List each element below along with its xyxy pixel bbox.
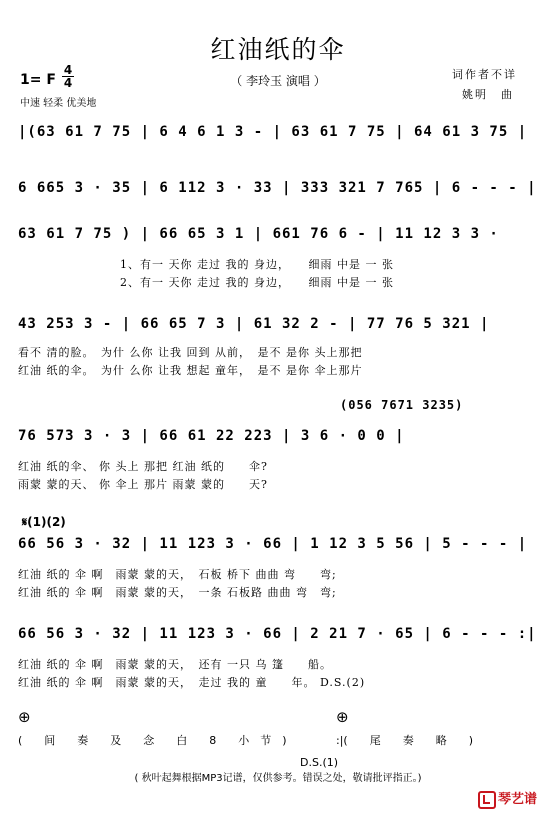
intro-bracket: (056 7671 3235) — [340, 398, 464, 412]
singer: （ 李玲玉 演唱 ） — [230, 74, 326, 88]
key-signature: 1= F — [20, 72, 56, 88]
music-system-2: 6 665 3 · 35 | 6 112 3 · 33 | 333 321 7 765 | 6 - - - | — [18, 180, 537, 196]
music-system-4: 43 253 3 - | 66 65 7 3 | 61 32 2 - | 77 76 5 321 | — [18, 316, 490, 332]
logo-text: 琴艺谱 — [498, 792, 538, 807]
song-title: 红油纸的伞 — [210, 35, 346, 64]
lyrics-line: 雨蒙 蒙的天、 你 伞上 那片 雨蒙 蒙的 天? — [18, 478, 268, 491]
coda-icon: ⊕ — [18, 708, 31, 726]
composer: 姚明 曲 — [462, 88, 514, 101]
site-logo — [478, 788, 537, 809]
interlude-text: ( 间 奏 及 念 白 8 小 节 ) — [18, 734, 287, 747]
lyrics-line: 红油 纸的伞、 你 头上 那把 红油 纸的 伞? — [18, 460, 268, 473]
lyrics-line: 红油 纸的 伞 啊 雨蒙 蒙的天， 一条 石板路 曲曲 弯 弯; — [18, 586, 337, 599]
logo-icon — [478, 791, 496, 809]
transcription-note: ( 秋叶起舞根据MP3记谱，仅供参考。错误之处，敬请批评指正。) — [134, 773, 422, 784]
music-system-7: 66 56 3 · 32 | 11 123 3 · 66 | 2 21 7 · 65 | 6 - - - :| — [18, 626, 537, 642]
segno-mark: 𝄋(1)(2) — [22, 515, 66, 529]
lyrics-line: 2、有一 天你 走过 我的 身边， 细雨 中是 一 张 — [120, 276, 394, 289]
coda-icon: ⊕ — [336, 708, 349, 726]
lyrics-line: 1、有一 天你 走过 我的 身边， 细雨 中是 一 张 — [120, 258, 394, 271]
ds-mark: D.S.(1) — [300, 756, 339, 769]
lyrics-line: 红油 纸的 伞 啊 雨蒙 蒙的天， 石板 桥下 曲曲 弯 弯; — [18, 568, 337, 581]
tempo-marking: 中速 轻柔 优美地 — [20, 98, 97, 109]
time-numerator: 4 — [63, 63, 73, 77]
music-system-3: 63 61 7 75 ) | 66 65 3 1 | 661 76 6 - | 11 12 3 3 · — [18, 226, 499, 242]
lyrics-line: 看不 清的脸。 为什 么你 让我 回到 从前， 是不 是你 头上那把 — [18, 346, 363, 359]
music-system-1: |(63 61 7 75 | 6 4 6 1 3 - | 63 61 7 75 | 64 61 3 75 | — [18, 124, 528, 140]
lyrics-line: 红油 纸的 伞 啊 雨蒙 蒙的天， 走过 我的 童 年。 D.S.(2) — [18, 676, 366, 689]
outro-text: :|( 尾 奏 略 ) — [336, 734, 473, 747]
lyricist: 词作者不详 — [452, 68, 517, 81]
time-denominator: 4 — [63, 76, 73, 90]
music-system-6: 66 56 3 · 32 | 11 123 3 · 66 | 1 12 3 5 56 | 5 - - - | — [18, 536, 528, 552]
lyrics-line: 红油 纸的伞。 为什 么你 让我 想起 童年， 是不 是你 伞上那片 — [18, 364, 363, 377]
lyrics-line: 红油 纸的 伞 啊 雨蒙 蒙的天， 还有 一只 乌 篷 船。 — [18, 658, 332, 671]
music-system-5: 76 573 3 · 3 | 66 61 22 223 | 3 6 · 0 0 | — [18, 428, 405, 444]
